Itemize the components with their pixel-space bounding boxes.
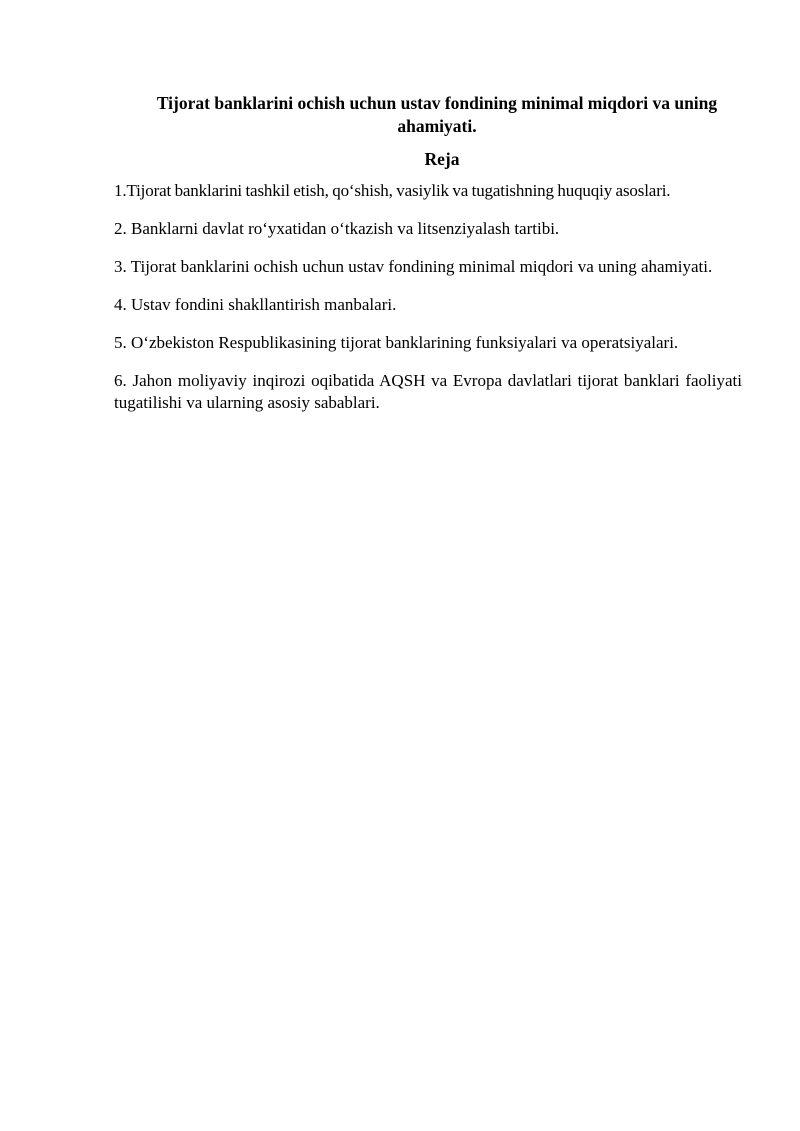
plan-list <box>114 180 742 414</box>
document-body <box>114 92 742 430</box>
plan-item-text: Jahon moliyaviy inqirozi oqibatida AQSH va Evropa davlatlari tijorat banklari faoliyati tugatilishi va ularning asosiy sabablari. <box>114 371 742 412</box>
plan-item-number: 1. <box>114 181 127 200</box>
plan-item-3 <box>114 256 742 278</box>
plan-item-text: Ustav fondini shakllantirish manbalari. <box>131 295 397 314</box>
plan-item-number: 5. <box>114 333 131 352</box>
plan-item-text: Banklarni davlat ro‘yxatidan o‘tkazish va litsenziyalash tartibi. <box>131 219 560 238</box>
plan-item-number: 2. <box>114 219 131 238</box>
document-title: Tijorat banklarini ochish uchun ustav fondining minimal miqdori va uning ahamiyati. <box>156 93 718 136</box>
plan-item-number: 4. <box>114 295 131 314</box>
plan-heading: Reja <box>424 149 460 169</box>
plan-item-text: Tijorat banklarini ochish uchun ustav fondining minimal miqdori va uning ahamiyati. <box>130 257 713 276</box>
plan-item-2 <box>114 218 742 240</box>
plan-item-text: O‘zbekiston Respublikasining tijorat banklarining funksiyalari va operatsiyalari. <box>131 333 679 352</box>
plan-item-4 <box>114 294 742 316</box>
plan-item-number: 3. <box>114 257 131 276</box>
plan-item-6 <box>114 370 742 414</box>
plan-item-text: Tijorat banklarini tashkil etish, qo‘shish, vasiylik va tugatishning huquqiy asoslari. <box>126 181 671 200</box>
plan-item-5 <box>114 332 742 354</box>
plan-item-1 <box>114 180 742 202</box>
plan-item-number: 6. <box>114 371 133 390</box>
